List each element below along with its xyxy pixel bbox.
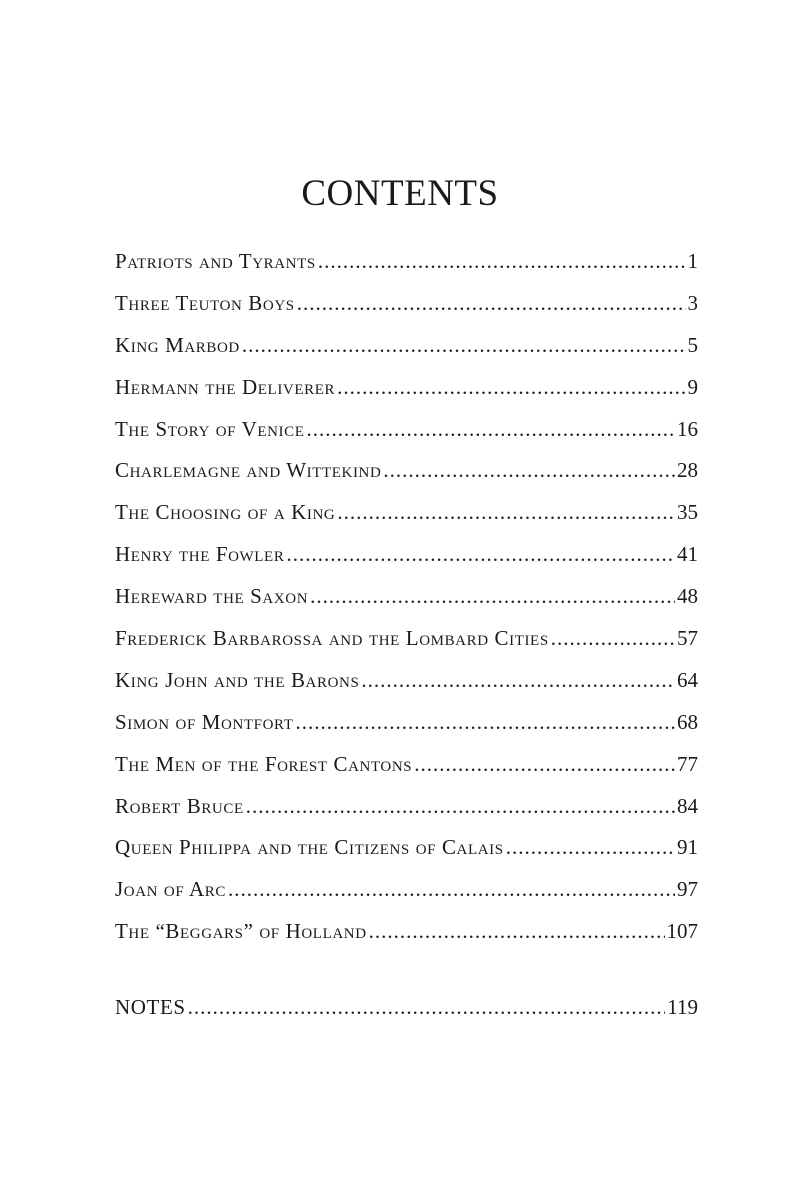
toc-entry-page: 41 [677,542,698,567]
toc-notes-entry [115,995,698,1020]
dot-leader [297,291,686,316]
toc-entry [115,291,698,333]
toc-entry-page: 97 [677,877,698,902]
toc-entry-page: 3 [687,290,698,315]
toc-entry [115,542,698,584]
toc-entry-title: Frederick Barbarossa and the Lombard Cities [115,626,549,651]
dot-leader [246,794,675,819]
toc-entry-title: Hereward the Saxon [115,584,309,609]
toc-entry-title: King Marbod [115,332,240,357]
toc-entry-title: Three Teuton Boys [115,290,295,315]
toc-entry-title: The Story of Venice [115,416,305,441]
toc-entry [115,375,698,417]
toc-entry-title: Hermann the Deliverer [115,374,336,399]
toc-entry-page: 28 [677,458,698,483]
toc-entry-page: 57 [677,626,698,651]
toc-entry [115,710,698,752]
toc-entry [115,333,698,375]
toc-entry [115,249,698,291]
dot-leader [310,584,675,609]
dot-leader [188,995,666,1020]
toc-entry-page: 16 [677,416,698,441]
dot-leader [242,333,686,358]
toc-entry-title: Simon of Montfort [115,709,294,734]
toc-entry-title: Henry the Fowler [115,542,285,567]
dot-leader [307,417,675,442]
toc-entry-page: 84 [677,793,698,818]
toc-entry-page: 5 [687,332,698,357]
toc-entry [115,626,698,668]
toc-entry-title: The Men of the Forest Cantons [115,751,413,776]
dot-leader [361,668,675,693]
toc-entry [115,877,698,919]
page-title: CONTENTS [301,173,499,214]
toc-entry [115,584,698,626]
dot-leader [318,249,686,274]
toc-entry [115,500,698,542]
toc-notes-title: NOTES [115,995,186,1019]
table-of-contents [115,249,698,961]
toc-entry [115,794,698,836]
toc-entry-page: 9 [687,374,698,399]
dot-leader [551,626,675,651]
toc-entry-page: 91 [677,835,698,860]
toc-entry-page: 64 [677,667,698,692]
toc-entry-title: Patriots and Tyrants [115,249,316,273]
toc-entry-title: King John and the Barons [115,667,360,692]
toc-entry [115,752,698,794]
toc-entry [115,458,698,500]
toc-entry-title: Joan of Arc [115,877,226,902]
dot-leader [414,752,675,777]
toc-entry-page: 68 [677,709,698,734]
dot-leader [286,542,675,567]
toc-notes-page: 119 [667,995,698,1019]
toc-entry-title: The “Beggars” of Holland [115,919,367,944]
toc-entry-title: The Choosing of a King [115,500,336,525]
toc-entry-title: Robert Bruce [115,793,244,818]
dot-leader [337,375,685,400]
dot-leader [296,710,676,735]
toc-entry [115,417,698,459]
toc-entry-page: 48 [677,584,698,609]
toc-entry-title: Charlemagne and Wittekind [115,458,382,483]
toc-entry-page: 35 [677,500,698,525]
toc-entry-title: Queen Philippa and the Citizens of Calais [115,835,504,860]
toc-entry [115,919,698,961]
dot-leader [337,500,675,525]
toc-entry-page: 77 [677,751,698,776]
dot-leader [506,835,675,860]
dot-leader [383,458,675,483]
toc-entry [115,668,698,710]
toc-entry [115,835,698,877]
dot-leader [228,877,675,902]
dot-leader [369,919,665,944]
toc-entry-page: 107 [666,919,698,944]
toc-entry-page: 1 [687,249,698,273]
